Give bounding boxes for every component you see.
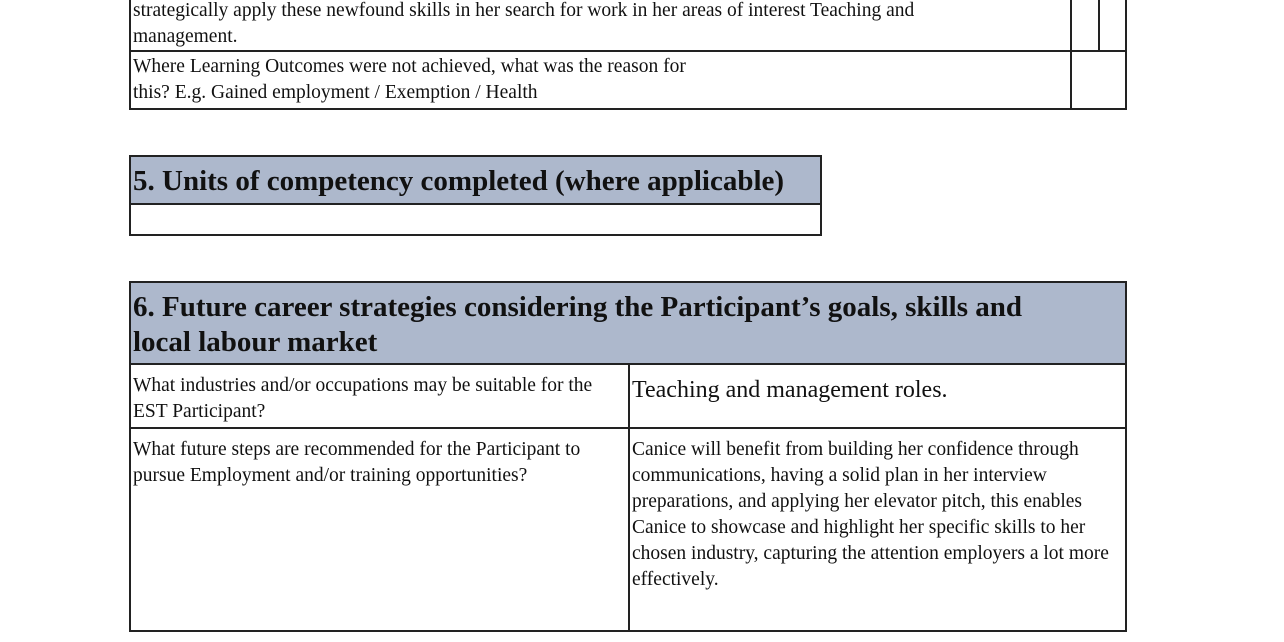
learning-outcomes-table: [129, 0, 1127, 110]
outcomes-not-achieved-question: Where Learning Outcomes were not achieved, what was the reason for this? E.g. Gained employment / Exemption / Health: [133, 56, 686, 103]
suitable-industries-question: What industries and/or occupations may be suitable for the EST Participant?: [133, 375, 593, 422]
table-column-divider: [1098, 0, 1100, 52]
units-of-competency-value: [131, 205, 820, 234]
section-6-row-divider: [131, 427, 1125, 429]
section-5-title: 5. Units of competency completed (where applicable): [131, 157, 820, 203]
future-steps-answer: Canice will benefit from building her confidence through communications, having a solid plan in her interview preparations, and applying her elevator pitch, this enables Canice to showcase and highlight her specific skills to her chosen industry, capturing the attention employers a lot more effectively.: [632, 439, 1109, 590]
table-column-divider: [1070, 0, 1072, 108]
continued-outcome-text: strategically apply these newfound skills in her search for work in her areas of interest Teaching and management.: [133, 0, 915, 47]
section-6-title: 6. Future career strategies considering the Participant’s goals, skills and local labour market: [131, 283, 1125, 363]
table-row-divider: [131, 50, 1125, 52]
suitable-industries-answer: Teaching and management roles.: [632, 377, 948, 403]
section-6-table: [129, 281, 1127, 632]
future-steps-question: What future steps are recommended for the Participant to pursue Employment and/or training opportunities?: [133, 439, 581, 486]
section-5-table: [129, 155, 822, 236]
